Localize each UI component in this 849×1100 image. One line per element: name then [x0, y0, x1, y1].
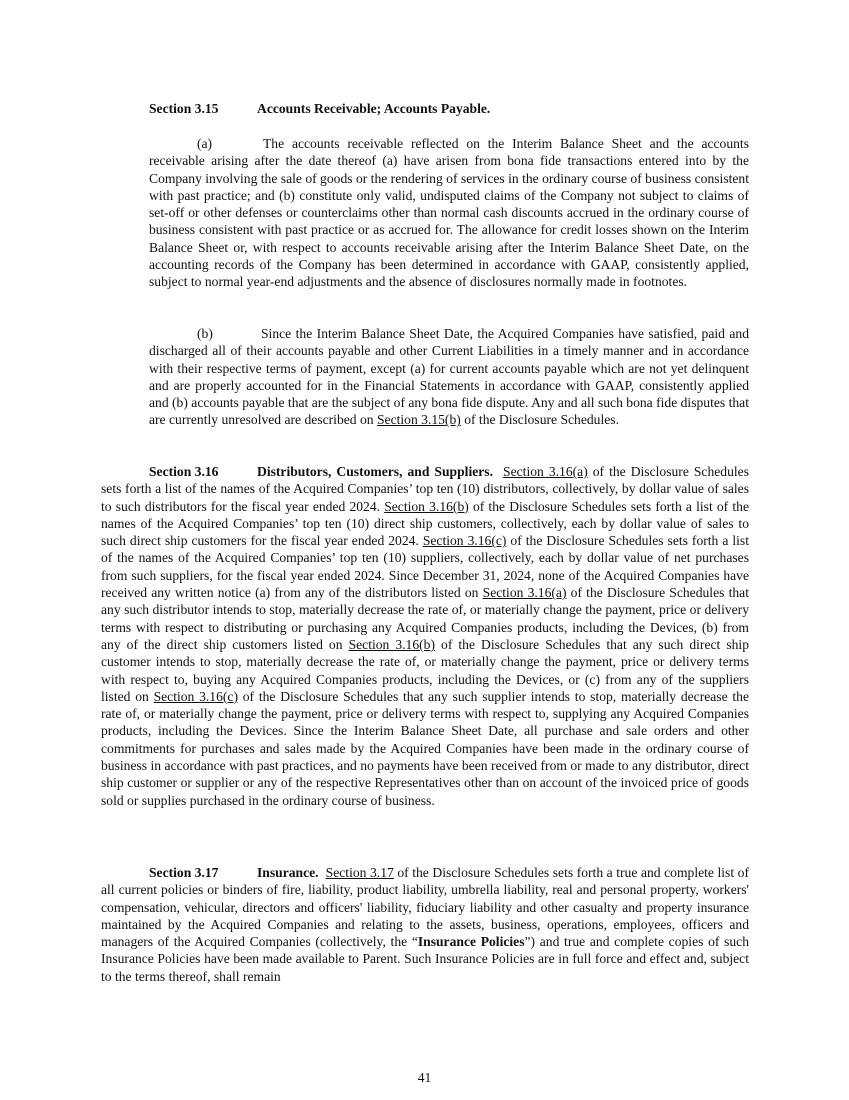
section-text: of the Disclosure Schedules sets forth a list of the names of the Acquired Companies’ top ten (10) direct ship customers, collectively, each by dollar value of sales to such direct ship customers for the fiscal year ended 2024. — [101, 498, 749, 549]
section-number: Section 3.16 — [149, 464, 219, 479]
section-title: Insurance. — [257, 865, 319, 880]
cross-reference-link[interactable]: Section 3.16(c) — [153, 688, 238, 704]
section-text: of the Disclosure Schedules that any such supplier intends to stop, materially decrease the rate of, or materially change the payment, price or delivery terms with respect to, supplying any Acquired Companies products, including the Devices. Since the Interim Balance Sheet Date, all purchase and sale orders and other commitments for purchases and sales made by the Acquired Companies have been made in the ordinary course of business in accordance with past practices, and no payments have been received from or made to any distributor, direct ship customer or supplier or any of the respective Representatives other than on account of the invoiced price of goods sold or supplies purchased in the ordinary course of business. — [101, 688, 749, 808]
cross-reference-link[interactable]: Section 3.17 — [325, 865, 394, 880]
clause-text: of the Disclosure Schedules. — [460, 412, 619, 428]
clause-label: (a) — [197, 136, 213, 151]
page-number: 41 — [417, 1070, 432, 1085]
section-text: of the Disclosure Schedules sets forth a list of the names of the Acquired Companies’ top ten (10) distributors, collectively, by dollar value of sales to such distributors for the fiscal year ended 2024. — [101, 464, 749, 514]
section-text: of the Disclosure Schedules sets forth a list of the names of the Acquired Companies’ top ten (10) suppliers, collectively, each by dollar value of net purchases from such suppliers, for the fiscal year ended 2024. Since December 31, 2024, none of the Acquired Companies have received any written notice (a) from any of the distributors listed on — [101, 533, 749, 601]
clause-text: Since the Interim Balance Sheet Date, the Acquired Companies have satisfied, paid and discharged all of their accounts payable and other Current Liabilities in a timely manner and in accordance with their respective terms of payment, except (a) for current accounts payable which are not yet delinquent and are properly accounted for in the Financial Statements in accordance with GAAP, consistently applied and (b) accounts payable that are the subject of any bona fide dispute. Any and all such bona fide disputes that are currently unresolved are described on — [149, 326, 749, 428]
section-number: Section 3.17 — [149, 865, 219, 880]
clause-text: The accounts receivable reflected on the Interim Balance Sheet and the accounts receivable arising after the date thereof (a) have arisen from bona fide transactions entered into by the Company involving the sale of goods or the rendering of services in the ordinary course of business consistent with past practice; and (b) constitute only valid, undisputed claims of the Company not subject to claims of set-off or other defenses or counterclaims other than normal cash discounts accrued in the ordinary course of business consistent with past practice or as accrued for. The allowance for credit losses shown on the Interim Balance Sheet or, with respect to accounts receivable arising after the Interim Balance Sheet Date, on the accounting records of the Company has been determined in accordance with GAAP, consistently applied, subject to normal year-end adjustments and the absence of disclosures normally made in footnotes. — [149, 136, 749, 290]
cross-reference-link[interactable]: Section 3.15(b) — [376, 412, 461, 428]
section-text: of the Disclosure Schedules sets forth a true and complete list of all current policies or binders of fire, liability, product liability, umbrella liability, real and personal property, workers' compensation, vehicular, directors and officers' liability, fiduciary liability and other casualty and property insurance maintained by the Acquired Companies and relating to the assets, business, operations, employees, officers and managers of the Acquired Companies (collectively, the “ — [101, 865, 749, 950]
defined-term: Insurance Policies — [417, 934, 525, 950]
section-number: Section 3.15 — [149, 101, 219, 116]
section-text: of the Disclosure Schedules that any such direct ship customer intends to stop, materially decrease the rate of, or materially change the payment, price or delivery terms with respect to, buying any Acquired Companies products, including the Devices, or (c) from any of the suppliers listed on — [101, 636, 749, 704]
section-text: of the Disclosure Schedules that any such distributor intends to stop, materially decrease the rate of, or materially change the payment, price or delivery terms with respect to distributing or purchasing any Acquired Companies products, including the Devices, (b) from any of the direct ship customers listed on — [101, 585, 749, 652]
paragraph-3-15-b — [149, 325, 749, 429]
cross-reference-link[interactable]: Section 3.16(a) — [482, 585, 567, 601]
paragraph-3-17 — [101, 864, 749, 985]
paragraph-3-16 — [101, 463, 749, 809]
section-title: Distributors, Customers, and Suppliers. — [257, 464, 493, 479]
section-3-15-heading — [149, 100, 490, 117]
section-title: Accounts Receivable; Accounts Payable. — [257, 101, 491, 116]
clause-label: (b) — [197, 326, 213, 341]
paragraph-3-15-a — [149, 135, 749, 291]
cross-reference-link[interactable]: Section 3.16(b) — [348, 636, 436, 652]
cross-reference-link[interactable]: Section 3.16(b) — [384, 498, 469, 514]
section-text: ”) and true and complete copies of such Insurance Policies have been made available to Parent. Such Insurance Policies are in full force and effect and, subject to the terms thereof, shall remain — [101, 934, 749, 984]
cross-reference-link[interactable]: Section 3.16(a) — [503, 464, 588, 479]
cross-reference-link[interactable]: Section 3.16(c) — [422, 533, 507, 549]
